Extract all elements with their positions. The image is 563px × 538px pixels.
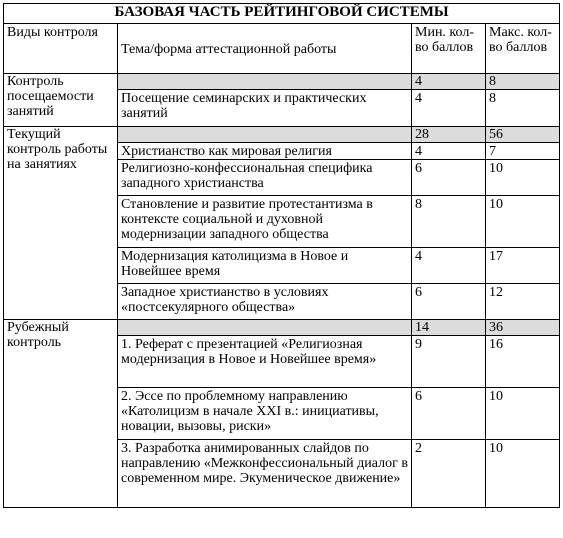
- header-min: Мин. кол-во баллов: [412, 24, 486, 74]
- item-topic: Западное христианство в условиях «постсекулярного общества»: [118, 284, 412, 320]
- section-sum-topic: [118, 127, 412, 143]
- section-sum-topic: [118, 74, 412, 90]
- item-min: 6: [412, 284, 486, 320]
- item-topic: 1. Реферат с презентацией «Религиозная модернизация в Новое и Новейшее время»: [118, 336, 412, 388]
- header-type: Виды контроля: [4, 24, 118, 74]
- section-sum-max: 56: [486, 127, 560, 143]
- item-topic: Религиозно-конфессиональная специфика западного христианства: [118, 160, 412, 196]
- table-title: БАЗОВАЯ ЧАСТЬ РЕЙТИНГОВОЙ СИСТЕМЫ: [4, 4, 560, 24]
- section-label: Контроль посещаемости занятий: [4, 74, 118, 127]
- section-sum-min: 14: [412, 320, 486, 336]
- item-max: 8: [486, 90, 560, 127]
- item-min: 8: [412, 196, 486, 248]
- section-label: Текущий контроль работы на занятиях: [4, 127, 118, 320]
- item-min: 6: [412, 388, 486, 440]
- rating-table: [3, 3, 560, 508]
- item-max: 12: [486, 284, 560, 320]
- section-sum-max: 8: [486, 74, 560, 90]
- item-topic: Становление и развитие протестантизма в контексте социальной и духовной модернизации западного общества: [118, 196, 412, 248]
- section-label: Рубежный контроль: [4, 320, 118, 508]
- item-min: 4: [412, 143, 486, 160]
- item-min: 4: [412, 248, 486, 284]
- item-max: 7: [486, 143, 560, 160]
- item-topic: Посещение семинарских и практических занятий: [118, 90, 412, 127]
- section-sum-topic: [118, 320, 412, 336]
- item-max: 10: [486, 160, 560, 196]
- item-min: 4: [412, 90, 486, 127]
- item-max: 10: [486, 196, 560, 248]
- item-max: 17: [486, 248, 560, 284]
- section-sum-min: 28: [412, 127, 486, 143]
- item-topic: 2. Эссе по проблемному направлению «Католицизм в начале XXI в.: инициативы, новации, вызовы, риски»: [118, 388, 412, 440]
- header-topic: Тема/форма аттестационной работы: [118, 24, 412, 74]
- section-sum-min: 4: [412, 74, 486, 90]
- item-topic: Христианство как мировая религия: [118, 143, 412, 160]
- item-min: 6: [412, 160, 486, 196]
- item-min: 2: [412, 440, 486, 508]
- item-max: 10: [486, 440, 560, 508]
- section-sum-max: 36: [486, 320, 560, 336]
- item-min: 9: [412, 336, 486, 388]
- item-topic: Модернизация католицизма в Новое и Новейшее время: [118, 248, 412, 284]
- header-max: Макс. кол-во баллов: [486, 24, 560, 74]
- item-max: 16: [486, 336, 560, 388]
- item-topic: 3. Разработка анимированных слайдов по направлению «Межконфессиональный диалог в современном мире. Экуменическое движение»: [118, 440, 412, 508]
- item-max: 10: [486, 388, 560, 440]
